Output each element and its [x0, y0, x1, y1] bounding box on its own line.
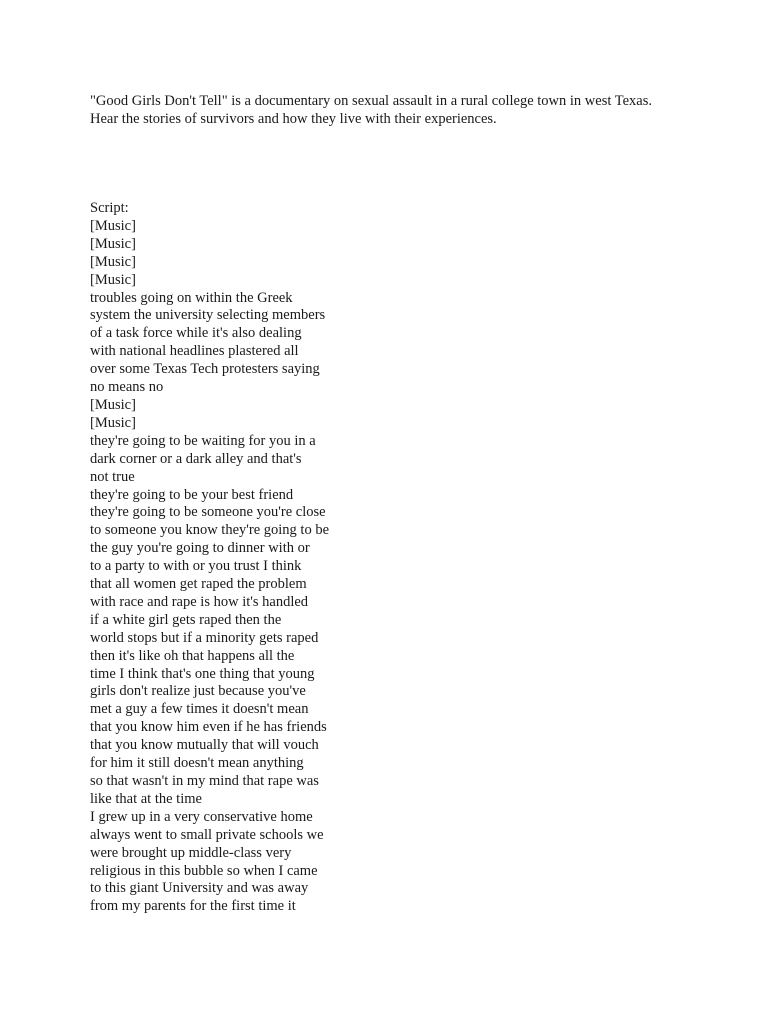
- script-line: that all women get raped the problem: [90, 576, 307, 593]
- script-line: girls don't realize just because you've: [90, 683, 306, 700]
- script-line: I grew up in a very conservative home: [90, 808, 313, 825]
- script-line: troubles going on within the Greek: [90, 289, 293, 306]
- script-line: [Music]: [90, 235, 136, 252]
- script-line: they're going to be waiting for you in a: [90, 432, 316, 449]
- script-line: with national headlines plastered all: [90, 343, 299, 360]
- script-line: time I think that's one thing that young: [90, 665, 315, 682]
- script-line: no means no: [90, 379, 164, 396]
- script-line: they're going to be someone you're close: [90, 504, 326, 521]
- script-line: that you know mutually that will vouch: [90, 737, 319, 754]
- script-line: then it's like oh that happens all the: [90, 647, 295, 664]
- script-line: to someone you know they're going to be: [90, 522, 330, 539]
- script-line: [Music]: [90, 396, 136, 413]
- intro-line: "Good Girls Don't Tell" is a documentary on sexual assault in a rural college town in west Texas.: [90, 93, 652, 109]
- script-transcript: [90, 200, 510, 916]
- script-line: to this giant University and was away: [90, 880, 309, 897]
- script-line: system the university selecting members: [90, 307, 326, 324]
- script-line: [Music]: [90, 253, 136, 270]
- script-line: always went to small private schools we: [90, 826, 324, 843]
- script-line: from my parents for the first time it: [90, 898, 296, 915]
- script-line: [Music]: [90, 217, 136, 234]
- script-line: over some Texas Tech protesters saying: [90, 361, 320, 378]
- script-line: met a guy a few times it doesn't mean: [90, 701, 309, 718]
- script-line: with race and rape is how it's handled: [90, 593, 309, 610]
- script-line: religious in this bubble so when I came: [90, 862, 318, 879]
- script-line: that you know him even if he has friends: [90, 719, 327, 736]
- script-line: so that wasn't in my mind that rape was: [90, 773, 319, 789]
- script-line: if a white girl gets raped then the: [90, 611, 282, 628]
- script-line: to a party to with or you trust I think: [90, 558, 302, 575]
- script-line: like that at the time: [90, 790, 202, 807]
- script-line: were brought up middle-class very: [90, 844, 292, 861]
- script-line: for him it still doesn't mean anything: [90, 755, 304, 772]
- script-line: the guy you're going to dinner with or: [90, 540, 310, 557]
- script-line: dark corner or a dark alley and that's: [90, 450, 302, 467]
- intro-line: Hear the stories of survivors and how they live with their experiences.: [90, 110, 497, 127]
- script-line: [Music]: [90, 271, 136, 288]
- script-line: not true: [90, 468, 135, 485]
- script-heading: Script:: [90, 200, 129, 216]
- script-line: [Music]: [90, 414, 136, 431]
- script-line: world stops but if a minority gets raped: [90, 629, 319, 646]
- intro-paragraph: [90, 93, 730, 128]
- script-line: they're going to be your best friend: [90, 486, 294, 503]
- script-line: of a task force while it's also dealing: [90, 325, 302, 342]
